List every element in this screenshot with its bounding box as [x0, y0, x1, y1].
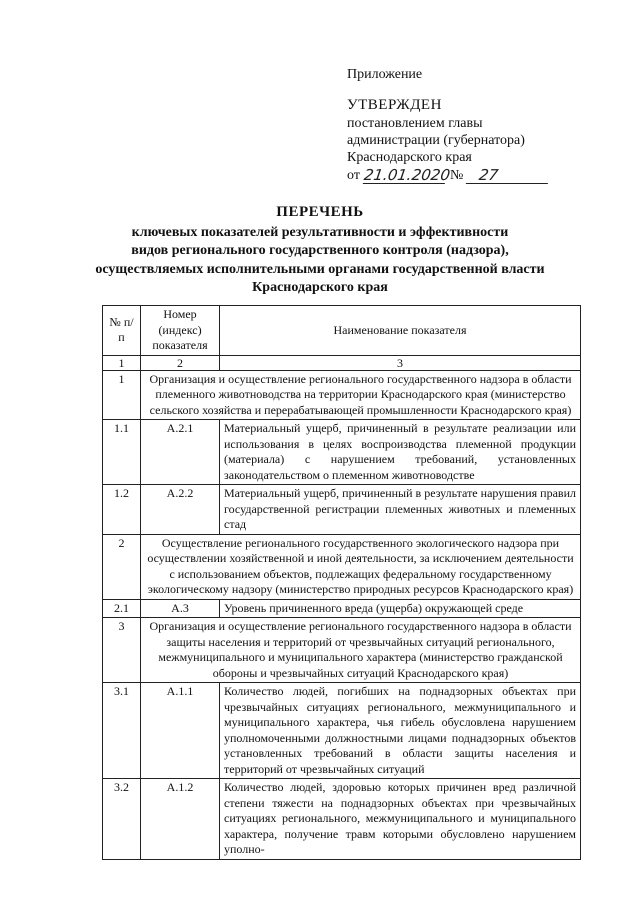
row-no: 3.1 [103, 683, 141, 779]
table-row [103, 779, 581, 860]
row-no: 1.1 [103, 420, 141, 485]
row-no: 3 [103, 618, 141, 683]
group-title: Организация и осуществление регионального государственного надзора в области племенного животноводства на территории Краснодарского края (министерство сельского хозяйства и перерабатывающей промышленности Краснодарского края) [141, 370, 581, 420]
row-index: А.1.2 [141, 779, 220, 860]
colnum-3: 3 [220, 355, 581, 370]
approval-block [347, 66, 549, 184]
colnum-2: 2 [141, 355, 220, 370]
document-title [60, 203, 580, 298]
row-no: 2 [103, 534, 141, 599]
date-number-line [347, 167, 549, 184]
row-index: А.1.1 [141, 683, 220, 779]
row-indicator: Уровень причиненного вреда (ущерба) окружающей среде [220, 599, 581, 618]
handwritten-date: 21.01.2020 [362, 166, 452, 184]
title-line-4: Краснодарского края [252, 280, 388, 295]
table-row-group [103, 618, 581, 683]
row-indicator: Материальный ущерб, причиненный в результате нарушения правил государственной регистрации племенных животных и племенных стад [220, 485, 581, 535]
table-row [103, 420, 581, 485]
number-label: № [449, 168, 464, 183]
row-index: А.2.1 [141, 420, 220, 485]
row-no: 3.2 [103, 779, 141, 860]
row-no: 1.2 [103, 485, 141, 535]
group-title: Организация и осуществление регионального государственного надзора в области защиты населения и территорий от чрезвычайных ситуаций регионального, межмуниципального и муниципального характера (министерство гражданской обороны и чрезвычайных ситуаций Краснодарского края) [141, 618, 581, 683]
column-number-row [103, 355, 581, 370]
title-line-1: ключевых показателей результативности и эффективности [131, 224, 509, 240]
row-no: 2.1 [103, 599, 141, 618]
row-indicator: Количество людей, погибших на поднадзорных объектах при чрезвычайных ситуациях регионального, межмуниципального и муниципального характера, чья гибель обусловлена нарушением уполномоченными должностными лицами поднадзорных объектов установленных требований в области защиты населения и территорий от чрезвычайных ситуаций [220, 683, 581, 779]
row-no: 1 [103, 370, 141, 420]
table-row [103, 485, 581, 535]
title-line-3: осуществляемых исполнительными органами государственной власти [95, 261, 545, 277]
header-name: Наименование показателя [220, 306, 581, 356]
approval-line-2: администрации (губернатора) [347, 133, 525, 148]
title-line-2: видов регионального государственного контроля (надзора), [131, 243, 509, 258]
annex-label: Приложение [347, 67, 423, 82]
group-title: Осуществление регионального государственного экологического надзора при осуществлении хозяйственной и иной деятельности, за исключением деятельности с использованием объектов, подлежащих федеральному государственному экологическому надзору (министерство природных ресурсов Краснодарского края) [141, 534, 581, 599]
indicators-table [102, 305, 581, 860]
colnum-1: 1 [103, 355, 141, 370]
approval-line-3: Краснодарского края [347, 150, 472, 165]
row-index: А.3 [141, 599, 220, 618]
approved-label: УТВЕРЖДЕН [347, 97, 442, 113]
row-indicator: Материальный ущерб, причиненный в результате реализации или использования в целях воспроизводства племенной продукции (материала) с нарушением требований, установленных законодательством о племенном животноводстве [220, 420, 581, 485]
approval-line-1: постановлением главы [347, 116, 483, 131]
table-row-group [103, 370, 581, 420]
header-no: № п/п [103, 306, 141, 356]
header-index: Номер (индекс) показателя [141, 306, 220, 356]
handwritten-number: 27 [466, 167, 550, 184]
table-row-group [103, 534, 581, 599]
row-index: А.2.2 [141, 485, 220, 535]
row-indicator: Количество людей, здоровью которых причинен вред различной степени тяжести на поднадзорных объектах при чрезвычайных ситуациях регионального, межмуниципального и муниципального характера, получение травм которыми обусловлено нарушением уполно- [220, 779, 581, 860]
table-row [103, 599, 581, 618]
title-main: ПЕРЕЧЕНЬ [276, 204, 364, 220]
table-row [103, 683, 581, 779]
table-header-row [103, 306, 581, 356]
from-label: от [347, 168, 360, 183]
